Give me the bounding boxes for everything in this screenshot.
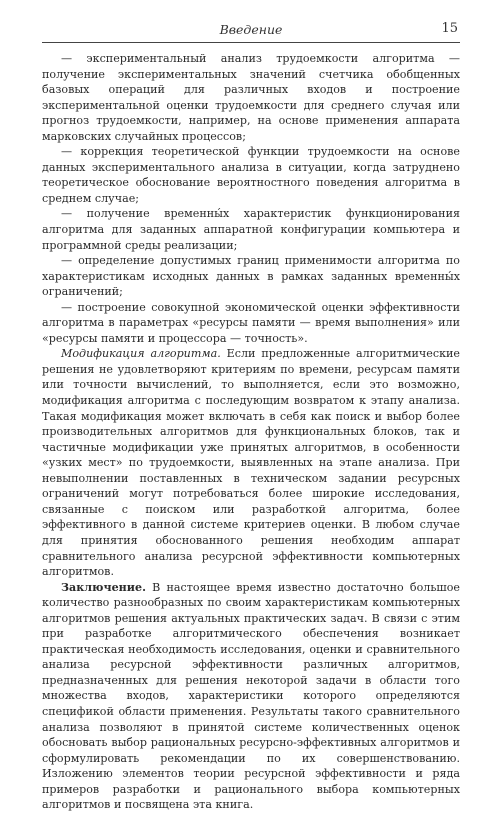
conclusion-text: В настоящее время известно достаточно большое количество разнообразных по своим характеристикам компьютерных алгоритмов решения актуальных практических задач. В связи с этим при разработке алгоритмического обеспечения возникает практическая необходимость исследования, оценки и сравнительного анализа ресурсной эффективности различных алгоритмов, предназначенных для решения некоторой задачи в области того множества входов, характеристики которого определяются спецификой области применения. Результаты такого сравнительного анализа позволяют в принятой системе количественных оценок обосновать выбор рациональных ресурсно-эффективных алгоритмов и сформулировать рекомендации по их совершенствованию. Изложению элементов теории ресурсной эффективности и ряда примеров разработки и рационального выбора компьютерных алгоритмов и посвящена эта книга. [42, 580, 460, 812]
paragraph-time-characteristics: — получение временны́х характеристик функционирования алгоритма для заданных аппаратной конфигурации компьютера и программной среды реализации; [42, 207, 460, 252]
paragraph-correction: — коррекция теоретической функции трудоемкости на основе данных экспериментального анализа в ситуации, когда затруднено теоретическое обоснование вероятностного поведения алгоритма в среднем случае; [42, 145, 460, 205]
paragraph-experimental-analysis: — экспериментальный анализ трудоемкости алгоритма — получение экспериментальных значений счетчика обобщенных базовых операций для различных входов и построение экспериментальной оценки трудоемкости для среднего случая или прогноз трудоемкости, например, на основе применения аппарата марковских случайных процессов; [42, 52, 460, 143]
conclusion-heading: Заключение. [61, 580, 146, 594]
paragraph-modification [42, 346, 460, 579]
paragraph-applicability-bounds: — определение допустимых границ применимости алгоритма по характеристикам исходных данных в рамках заданных временны́х ограничений; [42, 254, 460, 299]
paragraph-economic-estimate: — построение совокупной экономической оценки эффективности алгоритма в параметрах «ресурсы памяти — время выполнения» или «ресурсы памяти и процессора — точность». [42, 300, 460, 345]
page-body [42, 51, 460, 813]
paragraph-conclusion [42, 580, 460, 813]
chapter-title: Введение [219, 22, 283, 37]
modification-heading: Модификация алгоритма. [61, 347, 221, 361]
page-number: 15 [441, 21, 458, 36]
running-header [42, 12, 460, 43]
modification-text: Если предложенные алгоритмические решения не удовлетворяют критериям по времени, ресурсам памяти или точности вычислений, то выполняется, если это возможно, модификация алгоритма с последующим возвратом к этапу анализа. Такая модификация может включать в себя как поиск и выбор более производительных алгоритмов для функциональных блоков, так и частичные модификации уже принятых алгоритмов, в особенности «узких мест» по трудоемкости, выявленных на этапе анализа. При невыполнении поставленных в техническом задании ресурсных ограничений могут потребоваться более широкие исследования, связанные с поиском или разработкой алгоритма, более эффективного в данной системе критериев оценки. В любом случае для принятия обоснованного решения необходим аппарат сравнительного анализа ресурсной эффективности компьютерных алгоритмов. [42, 347, 460, 579]
